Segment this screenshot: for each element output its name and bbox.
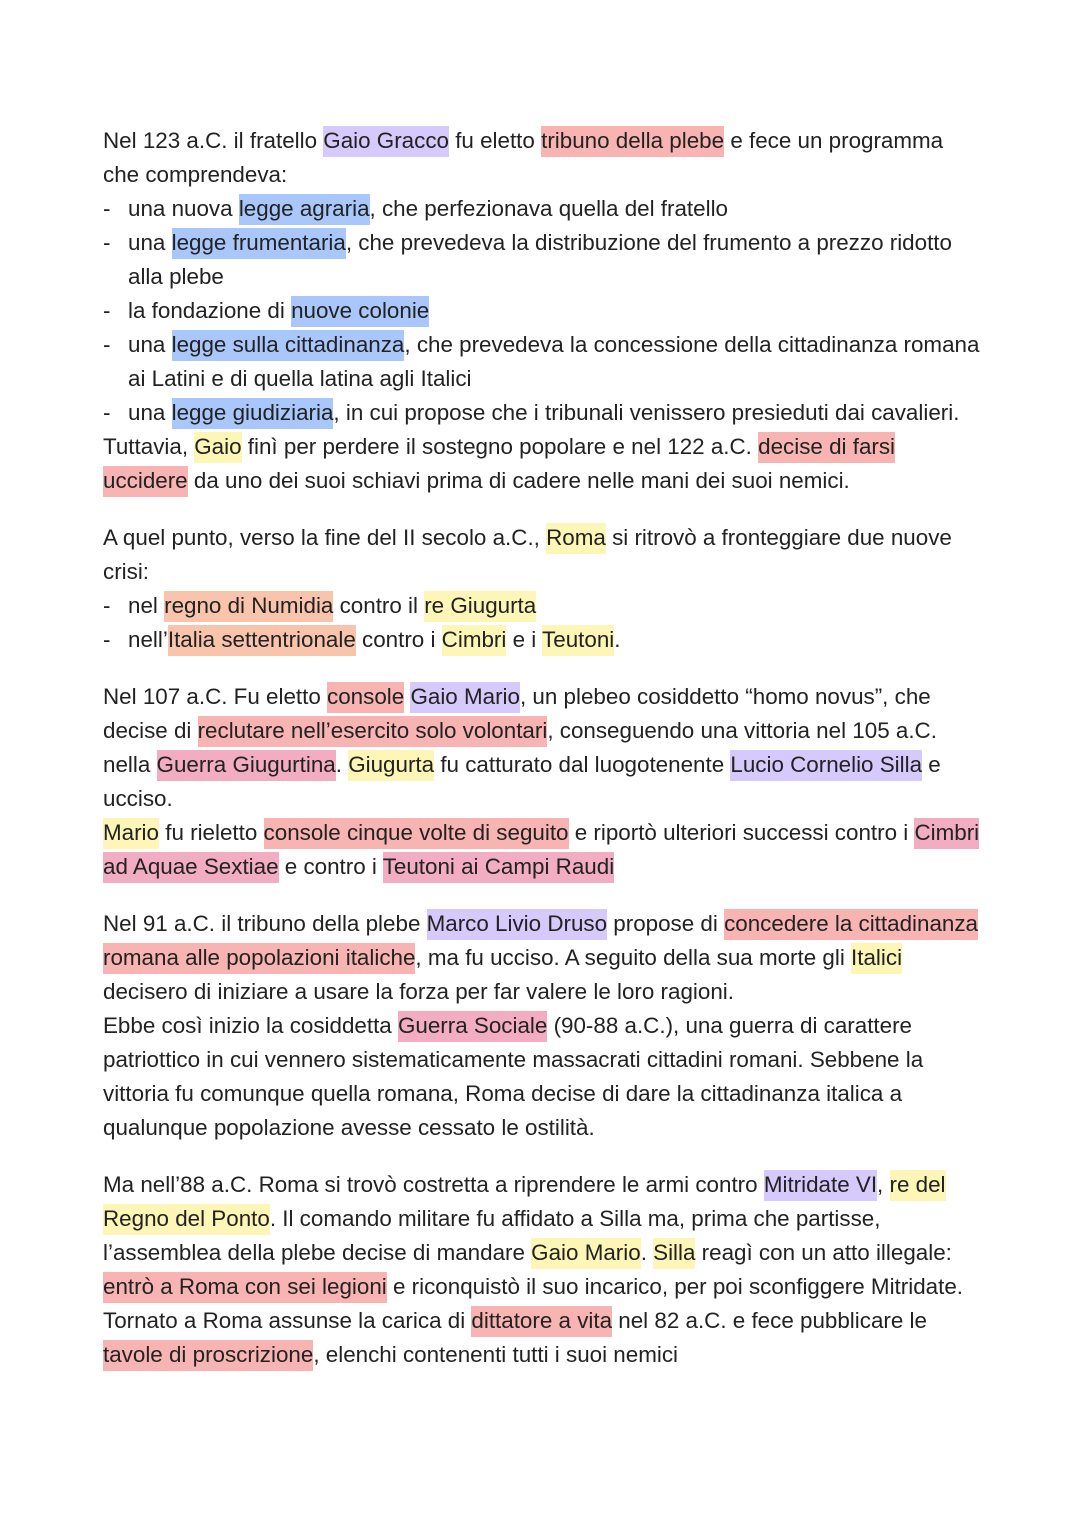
text-run: Ma nell’88 a.C. Roma si trovò costretta a riprendere le armi contro (103, 1172, 764, 1197)
highlight-red: dittatore a vita (471, 1306, 612, 1337)
text-run: reagì con un atto illegale: (695, 1240, 952, 1265)
paragraph (103, 907, 983, 1009)
highlight-yellow: Gaio Mario (531, 1238, 641, 1269)
text-run: una nuova (128, 196, 239, 221)
highlight-purple: Gaio Mario (410, 682, 520, 713)
text-run: e contro i (278, 854, 383, 879)
highlight-orange: regno di Numidia (164, 591, 333, 622)
text-run: una (128, 332, 172, 357)
highlight-yellow: Mario (103, 818, 159, 849)
highlight-red: decise di farsi uccidere (103, 432, 895, 497)
text-run: , elenchi contenenti tutti i suoi nemici (313, 1342, 678, 1367)
highlight-yellow: Teutoni (542, 625, 614, 656)
text-run: Nel 107 a.C. Fu eletto (103, 684, 328, 709)
highlight-yellow: re del Regno del Ponto (103, 1170, 946, 1235)
highlight-yellow: Silla (653, 1238, 695, 1269)
text-run: Tuttavia, (103, 434, 195, 459)
paragraph-gap (103, 498, 983, 521)
list-item (103, 396, 983, 430)
text-run: e riconquistò il suo incarico, per poi sconfiggere Mitridate. Tornato a Roma assunse la carica di (103, 1274, 964, 1333)
text-run: Ebbe così inizio la cosiddetta (103, 1013, 398, 1038)
paragraph (103, 1009, 983, 1145)
list-item (103, 623, 983, 657)
highlight-red: concedere la cittadinanza romana alle popolazioni italiche (103, 909, 978, 974)
text-run: nel 82 a.C. e fece pubblicare le (612, 1308, 927, 1333)
text-run: la fondazione di (128, 298, 292, 323)
highlight-pink: Cimbri ad Aquae Sextiae (103, 818, 979, 883)
text-run: si ritrovò a fronteggiare due nuove crisi: (103, 525, 952, 584)
text-run: , che prevedeva la concessione della cittadinanza romana ai Latini e di quella latina agli Italici (128, 332, 980, 391)
text-run: , (877, 1172, 890, 1197)
highlight-blue: legge agraria (239, 194, 370, 225)
text-run: fu rieletto (159, 820, 264, 845)
highlight-yellow: Giugurta (348, 750, 434, 781)
paragraph (103, 521, 983, 589)
highlight-blue: nuove colonie (291, 296, 429, 327)
list-item (103, 192, 983, 226)
text-run: una (128, 400, 172, 425)
highlight-red: console (327, 682, 404, 713)
highlight-purple: Gaio Gracco (323, 126, 449, 157)
text-run: e riportò ulteriori successi contro i (568, 820, 915, 845)
highlight-yellow: Roma (546, 523, 606, 554)
highlight-red: tribuno della plebe (541, 126, 724, 157)
highlight-pink: Guerra Giugurtina (157, 750, 336, 781)
list-item (103, 328, 983, 396)
text-run: . (335, 752, 349, 777)
paragraph (103, 124, 983, 192)
highlight-red: tavole di proscrizione (103, 1340, 313, 1371)
paragraph-gap (103, 1145, 983, 1168)
text-run: contro il (333, 593, 425, 618)
text-run: e fece un programma che comprendeva: (103, 128, 944, 187)
highlight-blue: legge sulla cittadinanza (172, 330, 405, 361)
highlight-pink: Guerra Sociale (398, 1011, 547, 1042)
highlight-purple: Lucio Cornelio Silla (730, 750, 922, 781)
text-run: . (614, 627, 621, 652)
highlight-purple: Mitridate VI (764, 1170, 877, 1201)
highlight-yellow: Cimbri (442, 625, 507, 656)
text-run: A quel punto, verso la fine del II secolo a.C., (103, 525, 547, 550)
paragraph (103, 1168, 983, 1372)
paragraph (103, 816, 983, 884)
text-run: Nel 91 a.C. il tribuno della plebe (103, 911, 427, 936)
text-run: fu catturato dal luogotenente (434, 752, 731, 777)
text-run: . (640, 1240, 654, 1265)
highlight-red: console cinque volte di seguito (264, 818, 569, 849)
text-run: da uno dei suoi schiavi prima di cadere nelle mani dei suoi nemici. (187, 468, 850, 493)
text-run: finì per perdere il sostegno popolare e nel 122 a.C. (241, 434, 759, 459)
highlight-red: reclutare nell’esercito solo volontari (198, 716, 548, 747)
text-run: e ucciso. (103, 752, 941, 811)
highlight-yellow: re Giugurta (424, 591, 536, 622)
paragraph-gap (103, 657, 983, 680)
bullet-list (103, 589, 983, 657)
highlight-blue: legge giudiziaria (172, 398, 334, 429)
text-run: fu eletto (448, 128, 542, 153)
paragraph (103, 680, 983, 816)
text-run: contro i (355, 627, 442, 652)
highlight-red: entrò a Roma con sei legioni (103, 1272, 387, 1303)
text-run: decisero di iniziare a usare la forza per far valere le loro ragioni. (103, 979, 734, 1004)
highlight-blue: legge frumentaria (172, 228, 346, 259)
document-page (103, 124, 983, 1372)
paragraph (103, 430, 983, 498)
text-run: . Il comando militare fu affidato a Silla ma, prima che partisse, l’assemblea della plebe decise di mandare (103, 1206, 881, 1265)
highlight-purple: Marco Livio Druso (427, 909, 607, 940)
text-run: , un plebeo cosiddetto “homo novus”, che decise di (103, 684, 931, 743)
text-run: nell’ (128, 627, 168, 652)
text-run: , in cui propose che i tribunali venissero presieduti dai cavalieri. (333, 400, 960, 425)
text-run: , che perfezionava quella del fratello (369, 196, 729, 221)
text-run: una (128, 230, 172, 255)
list-item (103, 589, 983, 623)
highlight-yellow: Gaio (194, 432, 241, 463)
text-run: e i (506, 627, 543, 652)
highlight-orange: Italia settentrionale (168, 625, 356, 656)
text-run: , conseguendo una vittoria nel 105 a.C. nella (103, 718, 937, 777)
list-item (103, 226, 983, 294)
text-run: (90-88 a.C.), una guerra di carattere patriottico in cui vennero sistematicamente massacrati cittadini romani. Sebbene la vittoria fu comunque quella romana, Roma decise di dare la cittadinanza italica a qualunque popolazione avesse cessato le ostilità. (103, 1013, 924, 1140)
text-run: nel (128, 593, 165, 618)
text-run: Nel 123 a.C. il fratello (103, 128, 324, 153)
text-run: propose di (607, 911, 725, 936)
highlight-pink: Teutoni ai Campi Raudi (383, 852, 615, 883)
highlight-yellow: Italici (851, 943, 902, 974)
bullet-list (103, 192, 983, 430)
text-run: , ma fu ucciso. A seguito della sua morte gli (415, 945, 852, 970)
list-item (103, 294, 983, 328)
paragraph-gap (103, 884, 983, 907)
text-run: , che prevedeva la distribuzione del frumento a prezzo ridotto alla plebe (128, 230, 952, 289)
